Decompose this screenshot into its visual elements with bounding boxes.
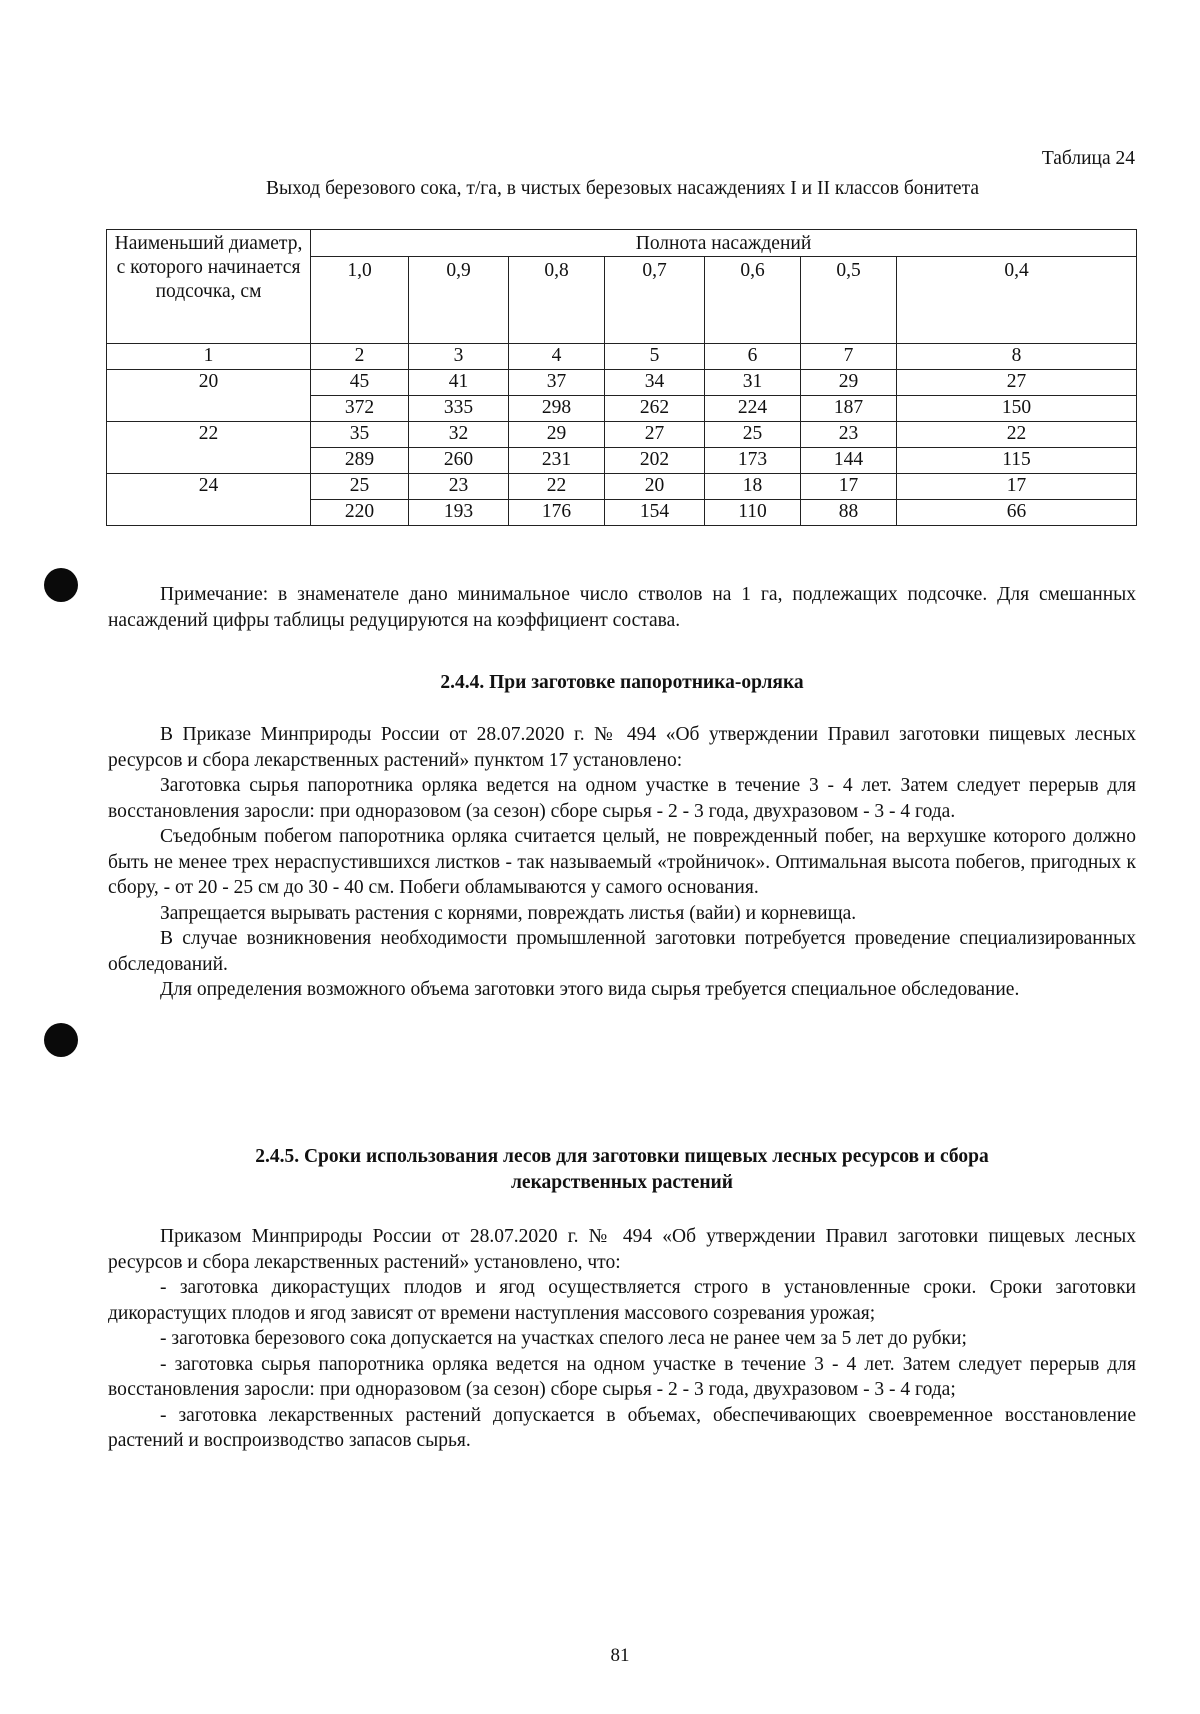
paragraph: В Приказе Минприроды России от 28.07.2020 г. № 494 «Об утверждении Правил заготовки пищевых лесных ресурсов и сбора лекарственных растений» пунктом 17 установлено: (108, 724, 1136, 771)
paragraph: - заготовка дикорастущих плодов и ягод осуществляется строго в установленные сроки. Сроки заготовки дикорастущих плодов и ягод зависят от времени наступления массового созревания урожая; (108, 1277, 1136, 1324)
page-number: 81 (610, 1645, 630, 1666)
paragraph: Заготовка сырья папоротника орляка ведется на одном участке в течение 3 - 4 лет. Затем следует перерыв для восстановления заросли: при одноразовом (за сезон) сборе сырья - 2 - 3 года, двухразовом - 3 - 4 года. (108, 775, 1136, 822)
punch-hole (44, 568, 78, 602)
column-number: 5 (605, 344, 705, 370)
diameter-cell: 20 (107, 370, 311, 396)
column-number: 3 (409, 344, 509, 370)
trees-cell: 372 (311, 396, 409, 422)
yield-cell: 17 (801, 474, 897, 500)
paragraph: В случае возникновения необходимости промышленной заготовки потребуется проведение специализированных обследований. (108, 928, 1136, 975)
header-diameter: Наименьший диаметр, с которого начинается подсочка, см (107, 230, 311, 344)
trees-cell: 224 (705, 396, 801, 422)
yield-cell: 35 (311, 422, 409, 448)
yield-cell: 22 (509, 474, 605, 500)
yield-cell: 17 (897, 474, 1137, 500)
yield-cell: 32 (409, 422, 509, 448)
header-density: 0,5 (801, 257, 897, 344)
trees-cell: 193 (409, 500, 509, 526)
yield-cell: 37 (509, 370, 605, 396)
yield-cell: 23 (409, 474, 509, 500)
paragraph: Для определения возможного объема заготовки этого вида сырья требуется специальное обследование. (160, 979, 1020, 1000)
paragraph: - заготовка сырья папоротника орляка ведется на одном участке в течение 3 - 4 лет. Затем следует перерыв для восстановления заросли: при одноразовом (за сезон) сборе сырья - 2 - 3 года, двухразовом - 3 - 4 года; (108, 1353, 1136, 1400)
trees-cell: 335 (409, 396, 509, 422)
diameter-cell-empty (107, 448, 311, 474)
paragraph: - заготовка лекарственных растений допускается в объемах, обеспечивающих своевременное восстановление растений и воспроизводство запасов сырья. (108, 1404, 1136, 1451)
paragraph: Запрещается вырывать растения с корнями, повреждать листья (вайи) и корневища. (160, 902, 857, 924)
yield-cell: 27 (605, 422, 705, 448)
sap-yield-table (106, 229, 1137, 526)
trees-cell: 88 (801, 500, 897, 526)
yield-cell: 31 (705, 370, 801, 396)
section-heading-line: лекарственных растений (510, 1171, 734, 1193)
paragraph: - заготовка березового сока допускается на участках спелого леса не ранее чем за 5 лет до рубки; (160, 1328, 967, 1349)
diameter-cell-empty (107, 500, 311, 526)
header-density: 1,0 (311, 257, 409, 344)
column-number: 4 (509, 344, 605, 370)
trees-cell: 144 (801, 448, 897, 474)
section-244-body (108, 722, 1136, 1003)
diameter-cell: 22 (107, 422, 311, 448)
table-caption: Выход березового сока, т/га, в чистых березовых насаждениях I и II классов бонитета (266, 178, 979, 199)
trees-cell: 262 (605, 396, 705, 422)
trees-cell: 110 (705, 500, 801, 526)
column-number: 6 (705, 344, 801, 370)
yield-cell: 25 (311, 474, 409, 500)
column-number: 1 (107, 344, 311, 370)
trees-cell: 115 (897, 448, 1137, 474)
table-note: Примечание: в знаменателе дано минимальное число стволов на 1 га, подлежащих подсочке. Для смешанных насаждений цифры таблицы редуцируются на коэффициент состава. (108, 584, 1136, 631)
yield-cell: 45 (311, 370, 409, 396)
yield-cell: 41 (409, 370, 509, 396)
diameter-cell: 24 (107, 474, 311, 500)
paragraph: Съедобным побегом папоротника орляка считается целый, не поврежденный побег, на верхушке которого должно быть не менее трех нераспустившихся листков - так называемый «тройничок». Оптимальная высота побегов, пригодных к сбору, - от 20 - 25 см до 30 - 40 см. Побеги обламываются у самого основания. (108, 826, 1136, 898)
trees-cell: 150 (897, 396, 1137, 422)
table-note-block (108, 582, 1136, 633)
trees-cell: 260 (409, 448, 509, 474)
trees-cell: 298 (509, 396, 605, 422)
section-heading: 2.4.4. При заготовке папоротника-орляка (440, 672, 804, 693)
trees-cell: 173 (705, 448, 801, 474)
column-number: 2 (311, 344, 409, 370)
yield-cell: 20 (605, 474, 705, 500)
trees-cell: 202 (605, 448, 705, 474)
yield-cell: 18 (705, 474, 801, 500)
yield-cell: 23 (801, 422, 897, 448)
trees-cell: 187 (801, 396, 897, 422)
yield-cell: 29 (801, 370, 897, 396)
trees-cell: 176 (509, 500, 605, 526)
trees-cell: 66 (897, 500, 1137, 526)
punch-hole (44, 1023, 78, 1057)
column-number: 8 (897, 344, 1137, 370)
header-density: 0,7 (605, 257, 705, 344)
header-density: 0,4 (897, 257, 1137, 344)
yield-cell: 29 (509, 422, 605, 448)
trees-cell: 289 (311, 448, 409, 474)
yield-cell: 22 (897, 422, 1137, 448)
yield-cell: 25 (705, 422, 801, 448)
paragraph: Приказом Минприроды России от 28.07.2020 г. № 494 «Об утверждении Правил заготовки пищевых лесных ресурсов и сбора лекарственных растений» установлено, что: (108, 1226, 1136, 1273)
yield-cell: 27 (897, 370, 1137, 396)
header-density: 0,6 (705, 257, 801, 344)
table-number: Таблица 24 (1041, 148, 1135, 169)
header-density: 0,8 (509, 257, 605, 344)
column-number: 7 (801, 344, 897, 370)
section-245-body (108, 1224, 1136, 1454)
diameter-cell-empty (107, 396, 311, 422)
yield-cell: 34 (605, 370, 705, 396)
section-heading (108, 1144, 1136, 1195)
header-density: 0,9 (409, 257, 509, 344)
trees-cell: 231 (509, 448, 605, 474)
header-density-group: Полнота насаждений (311, 230, 1137, 257)
section-heading-line: 2.4.5. Сроки использования лесов для заготовки пищевых лесных ресурсов и сбора (255, 1146, 989, 1167)
trees-cell: 154 (605, 500, 705, 526)
trees-cell: 220 (311, 500, 409, 526)
